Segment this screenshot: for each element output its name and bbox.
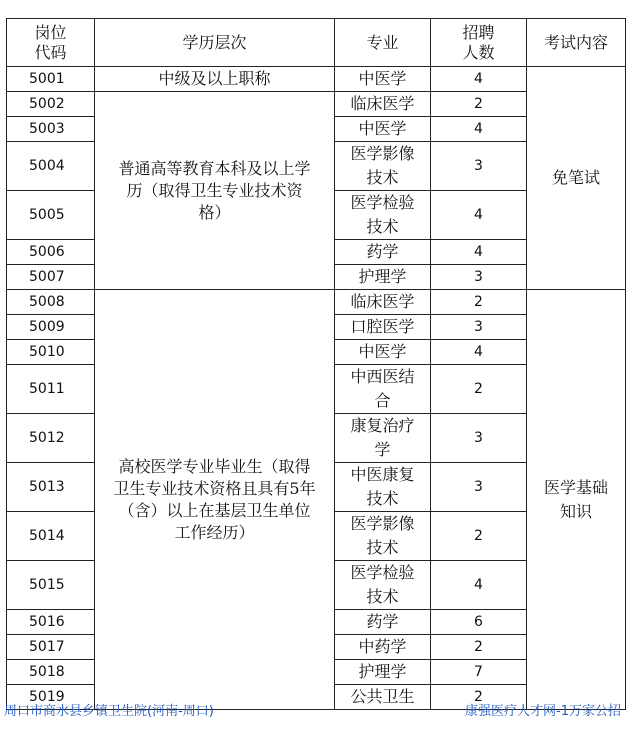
major: 中医学: [335, 340, 431, 365]
major: 临床医学: [335, 290, 431, 315]
hire-count: 4: [431, 240, 527, 265]
hire-count: 4: [431, 191, 527, 240]
major: 医学影像 技术: [335, 512, 431, 561]
position-code: 5006: [7, 240, 95, 265]
footer-source: 周口市商水县乡镇卫生院(河南-周口): [4, 704, 214, 719]
hire-count: 4: [431, 67, 527, 92]
major: 药学: [335, 610, 431, 635]
major: 中西医结 合: [335, 365, 431, 414]
position-code: 5012: [7, 414, 95, 463]
major: 中医康复 技术: [335, 463, 431, 512]
major: 中药学: [335, 635, 431, 660]
position-code: 5011: [7, 365, 95, 414]
major: 护理学: [335, 660, 431, 685]
major: 医学影像 技术: [335, 142, 431, 191]
education-requirement: 高校医学专业毕业生（取得 卫生专业技术资格且具有5年 （含）以上在基层卫生单位 工作经历）: [95, 290, 335, 710]
header-major: 专业: [335, 19, 431, 67]
major: 康复治疗 学: [335, 414, 431, 463]
major: 中医学: [335, 117, 431, 142]
position-code: 5007: [7, 265, 95, 290]
position-code: 5003: [7, 117, 95, 142]
major: 临床医学: [335, 92, 431, 117]
education-requirement: 普通高等教育本科及以上学 历（取得卫生专业技术资 格）: [95, 92, 335, 290]
position-code: 5010: [7, 340, 95, 365]
hire-count: 3: [431, 265, 527, 290]
hire-count: 4: [431, 561, 527, 610]
hire-count: 4: [431, 340, 527, 365]
position-code: 5018: [7, 660, 95, 685]
position-code: 5016: [7, 610, 95, 635]
hire-count: 3: [431, 142, 527, 191]
position-code: 5001: [7, 67, 95, 92]
exam-content: 医学基础 知识: [527, 290, 626, 710]
major: 药学: [335, 240, 431, 265]
hire-count: 4: [431, 117, 527, 142]
hire-count: 2: [431, 685, 527, 710]
header-count: 招聘 人数: [431, 19, 527, 67]
education-requirement: 中级及以上职称: [95, 67, 335, 92]
hire-count: 2: [431, 365, 527, 414]
position-code: 5013: [7, 463, 95, 512]
position-code: 5019: [7, 685, 95, 710]
hire-count: 2: [431, 92, 527, 117]
hire-count: 2: [431, 512, 527, 561]
header-exam: 考试内容: [527, 19, 626, 67]
table-row: [7, 67, 626, 92]
hire-count: 3: [431, 463, 527, 512]
major: 口腔医学: [335, 315, 431, 340]
position-code: 5015: [7, 561, 95, 610]
recruitment-table: [6, 18, 626, 710]
position-code: 5009: [7, 315, 95, 340]
major: 医学检验 技术: [335, 191, 431, 240]
position-code: 5017: [7, 635, 95, 660]
position-code: 5004: [7, 142, 95, 191]
header-education: 学历层次: [95, 19, 335, 67]
hire-count: 7: [431, 660, 527, 685]
hire-count: 2: [431, 635, 527, 660]
exam-content: 免笔试: [527, 67, 626, 290]
position-code: 5008: [7, 290, 95, 315]
position-code: 5005: [7, 191, 95, 240]
hire-count: 3: [431, 315, 527, 340]
major: 医学检验 技术: [335, 561, 431, 610]
footer-brand: 康强医疗人才网-1万家公招: [465, 704, 621, 719]
hire-count: 3: [431, 414, 527, 463]
position-code: 5002: [7, 92, 95, 117]
table-row: [7, 290, 626, 315]
major: 护理学: [335, 265, 431, 290]
major: 中医学: [335, 67, 431, 92]
table-body: [7, 67, 626, 710]
hire-count: 2: [431, 290, 527, 315]
position-code: 5014: [7, 512, 95, 561]
header-code: 岗位 代码: [7, 19, 95, 67]
header-row: [7, 19, 626, 67]
hire-count: 6: [431, 610, 527, 635]
major: 公共卫生: [335, 685, 431, 710]
